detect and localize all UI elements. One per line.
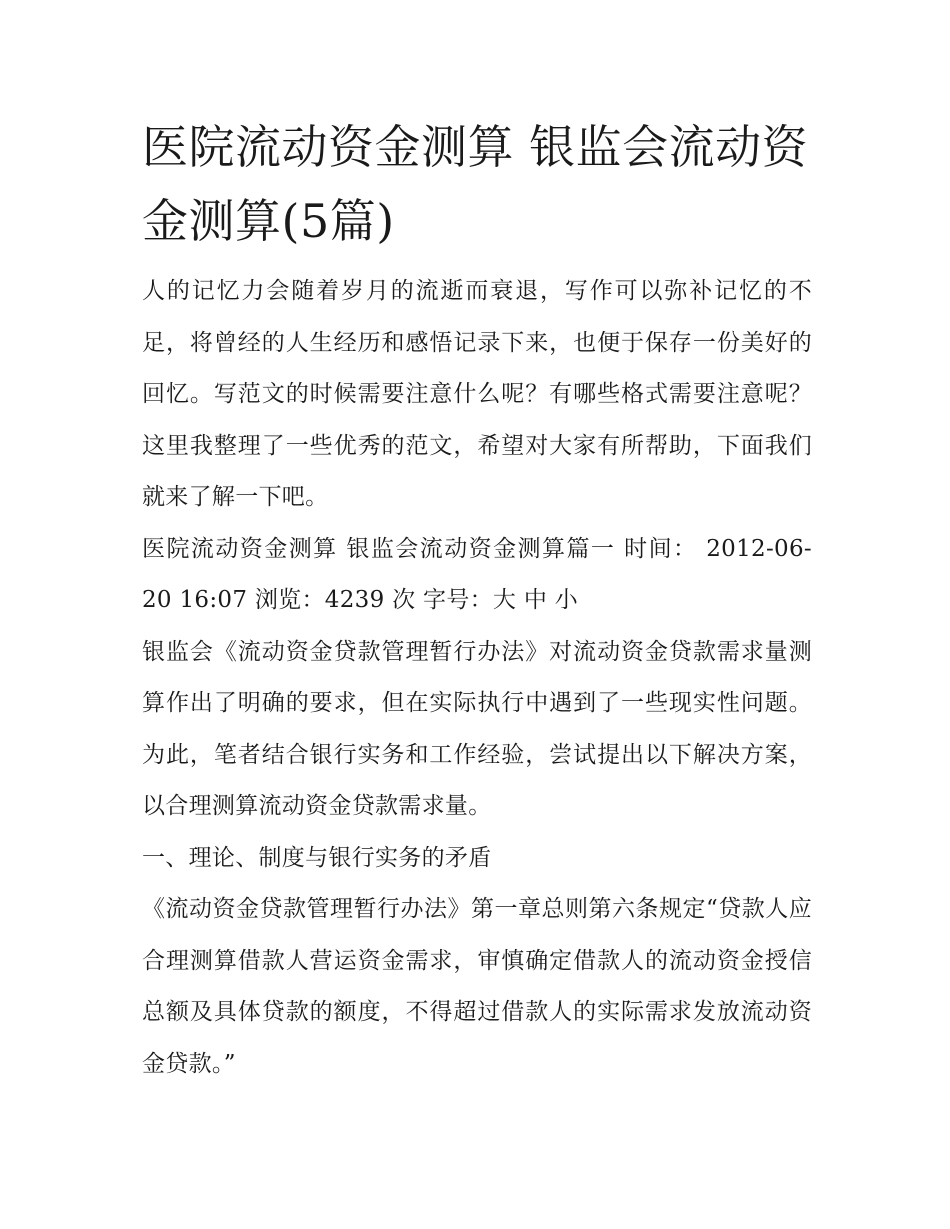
document-body <box>142 110 812 1090</box>
intro-paragraph: 人的记忆力会随着岁月的流逝而衰退，写作可以弥补记忆的不足，将曾经的人生经历和感悟记录下来，也便于保存一份美好的回忆。写范文的时候需要注意什么呢？有哪些格式需要注意呢？这里我整理了一些优秀的范文，希望对大家有所帮助，下面我们就来了解一下吧。 <box>142 278 812 510</box>
body-paragraph: 《流动资金贷款管理暂行办法》第一章总则第六条规定“贷款人应合理测算借款人营运资金需求，审慎确定借款人的流动资金授信总额及具体贷款的额度，不得超过借款人的实际需求发放流动资金贷款。” <box>142 896 812 1077</box>
article-meta-line: 医院流动资金测算 银监会流动资金测算篇一 时间： 2012-06-20 16:07 浏览：4239 次 字号：大 中 小 <box>142 535 812 613</box>
document-title: 医院流动资金测算 银监会流动资金测算(5篇) <box>142 120 809 248</box>
body-paragraph: 银监会《流动资金贷款管理暂行办法》对流动资金贷款需求量测算作出了明确的要求，但在实际执行中遇到了一些现实性问题。为此，笔者结合银行实务和工作经验，尝试提出以下解决方案，以合理测算流动资金贷款需求量。 <box>142 638 812 819</box>
section-heading: 一、理论、制度与银行实务的矛盾 <box>142 844 492 871</box>
